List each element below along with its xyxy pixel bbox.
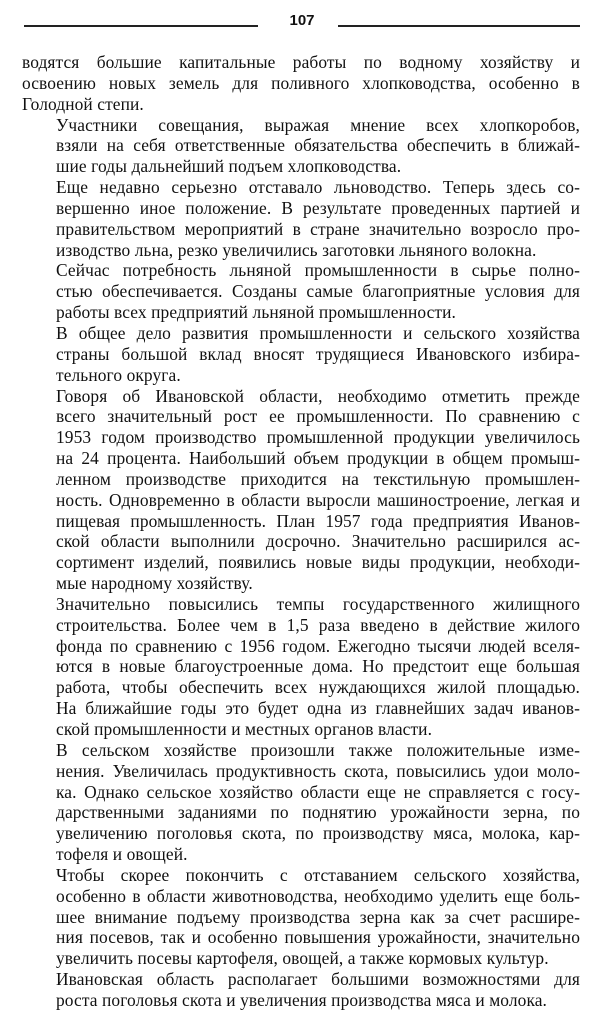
text-line: на 24 процента. Наибольший объем продукции в общем промыш-: [56, 448, 580, 469]
text-line: ются в новые благоустроенные дома. Но предстоит еще большая: [56, 656, 580, 677]
text-line: В общее дело развития промышленности и сельского хозяйства: [56, 322, 580, 343]
paragraph: [22, 594, 580, 740]
text-line: ской промышленности и местных органов власти.: [56, 719, 433, 739]
text-line: водятся большие капитальные работы по водному хозяйству и: [22, 52, 580, 72]
text-line: изводство льна, резко увеличились заготовки льняного волокна.: [56, 239, 537, 260]
text-line: пищевая промышленность. План 1957 года предприятия Иванов-: [56, 510, 580, 531]
paragraph: [22, 740, 580, 865]
text-line: дарственными заданиями по поднятию урожайности зерна, по: [56, 802, 580, 823]
text-line: освоению новых земель для поливного хлопководства, особенно в: [22, 72, 580, 93]
text-line: особенно в области животноводства, необходимо уделить еще боль-: [56, 885, 580, 906]
text-line: Ивановская область располагает большими возможностями для: [56, 969, 580, 990]
text-line: Значительно повысились темпы государственного жилищного: [56, 593, 580, 614]
text-line: Голодной степи.: [22, 93, 144, 114]
text-line: правительством мероприятий в стране значительно возросло про-: [56, 218, 580, 239]
text-line: тельного округа.: [56, 364, 181, 385]
paragraph: [22, 52, 580, 115]
paragraph: [22, 386, 580, 594]
text-line: 1953 годом производство промышленной продукции увеличилось: [56, 427, 580, 448]
paragraph: [22, 177, 580, 260]
text-line: увеличить посевы картофеля, овощей, а также кормовых культур.: [56, 948, 549, 969]
paragraph: [22, 865, 580, 969]
text-line: ка. Однако сельское хозяйство области еще не справляется с госу-: [56, 781, 580, 802]
text-line: шее внимание подъему производства зерна как за счет расшире-: [56, 906, 580, 927]
text-line: стью обеспечивается. Созданы самые благоприятные условия для: [56, 281, 580, 302]
text-line: работа, чтобы обеспечить всех нуждающихся жилой площадью.: [56, 677, 580, 698]
paragraph: [22, 969, 580, 1011]
text-line: нения. Увеличилась продуктивность скота, повысились удои моло-: [56, 760, 580, 781]
text-line: шие годы дальнейший подъем хлопководства.: [56, 156, 402, 177]
text-line: фонда по сравнению с 1956 годом. Ежегодно тысячи людей вселя-: [56, 635, 580, 656]
text-line: вершенно иное положение. В результате проведенных партией и: [56, 197, 580, 218]
text-line: ность. Одновременно в области выросли машиностроение, легкая и: [56, 489, 580, 510]
text-line: увеличению поголовья скота, по производству мяса, молока, кар-: [56, 823, 580, 844]
text-line: ской области выполнили досрочно. Значительно расширился ас-: [56, 531, 580, 552]
text-line: В сельском хозяйстве произошли также положительные изме-: [56, 739, 580, 760]
paragraph: [22, 260, 580, 323]
text-line: роста поголовья скота и увеличения производства мяса и молока.: [56, 989, 547, 1010]
text-line: строительства. Более чем в 1,5 раза введено в действие жилого: [56, 614, 580, 635]
text-line: Сейчас потребность льняной промышленности в сырье полно-: [56, 260, 580, 281]
text-line: На ближайшие годы это будет одна из главнейших задач иванов-: [56, 698, 580, 719]
text-line: мые народному хозяйству.: [56, 573, 253, 594]
page-number: 107: [289, 12, 315, 29]
text-line: работы всех предприятий льняной промышленности.: [56, 302, 456, 323]
paragraph: [22, 323, 580, 386]
header-rule-right: [338, 25, 580, 27]
text-line: Участники совещания, выражая мнение всех хлопкоробов,: [56, 114, 580, 135]
page-header: [24, 12, 580, 32]
text-line: Говоря об Ивановской области, необходимо отметить прежде: [56, 385, 580, 406]
text-line: ния посевов, так и особенно повышения урожайности, значительно: [56, 927, 580, 948]
text-line: тофеля и овощей.: [56, 844, 188, 865]
page-body: [22, 52, 580, 1011]
text-line: ленном производстве приходится на текстильную промышлен-: [56, 468, 580, 489]
text-line: Чтобы скорее покончить с отставанием сельского хозяйства,: [56, 864, 580, 885]
text-line: Еще недавно серьезно отставало льноводство. Теперь здесь со-: [56, 177, 580, 198]
text-line: сортимент изделий, появились новые виды продукции, необходи-: [56, 552, 580, 573]
paragraph: [22, 115, 580, 178]
text-line: страны большой вклад вносят трудящиеся Ивановского избира-: [56, 343, 580, 364]
text-line: всего значительный рост ее промышленности. По сравнению с: [56, 406, 580, 427]
text-line: взяли на себя ответственные обязательства обеспечить в ближай-: [56, 135, 580, 156]
